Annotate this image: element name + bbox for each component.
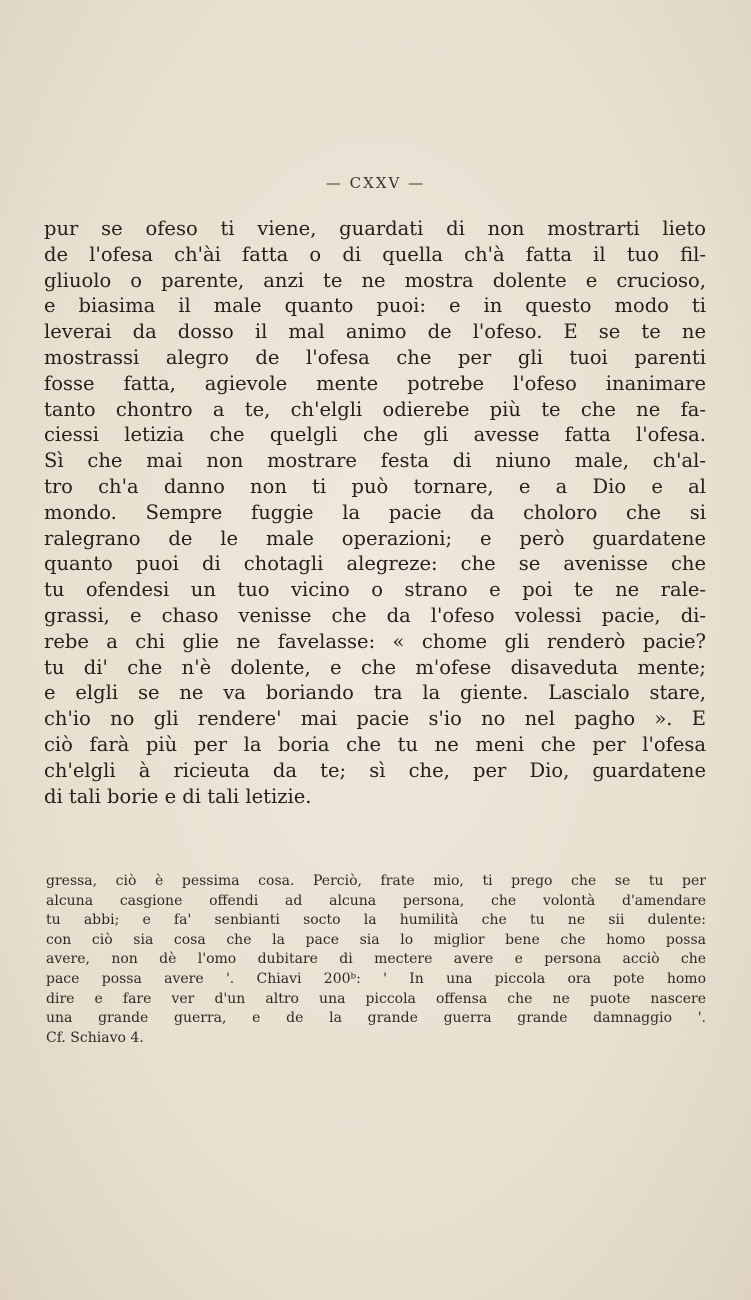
footnote-line: con ciò sia cosa che la pace sia lo miglior bene che homo possa <box>46 931 706 948</box>
text-line: tro ch'a danno non ti può tornare, e a Dio e al <box>44 474 706 498</box>
footnote-line: avere, non dè l'omo dubitare di mectere avere e persona acciò che <box>46 951 706 968</box>
footnote-line: una grande guerra, e de la grande guerra grande damnaggio '. <box>46 1010 706 1027</box>
text-line: rebe a chi glie ne favelasse: « chome gli renderò pacie? <box>44 629 706 653</box>
footnote-line: dire e fare ver d'un altro una piccola offensa che ne puote nascere <box>46 990 706 1007</box>
footnote-line: alcuna casgione offendi ad alcuna persona, che volontà d'amendare <box>46 892 706 909</box>
text-line: e elgli se ne va boriando tra la giente. Lascialo stare, <box>44 681 706 705</box>
text-line: de l'ofesa ch'ài fatta o di quella ch'à fatta il tuo fil- <box>44 242 706 266</box>
text-line: grassi, e chaso venisse che da l'ofeso volessi pacie, di- <box>44 603 706 627</box>
text-line: pur se ofeso ti viene, guardati di non mostrarti lieto <box>44 217 706 240</box>
footnote-line: gressa, ciò è pessima cosa. Perciò, frate mio, ti prego che se tu per <box>46 873 706 889</box>
text-line: ciò farà più per la boria che tu ne meni che per l'ofesa <box>44 732 706 756</box>
text-line: tu di' che n'è dolente, e che m'ofese disaveduta mente; <box>44 655 706 679</box>
text-line: e biasima il male quanto puoi: e in questo modo ti <box>44 294 706 318</box>
text-line: fosse fatta, agievole mente potrebe l'ofeso inanimare <box>44 371 706 395</box>
footnote <box>46 872 706 1048</box>
text-line: quanto puoi di chotagli alegreze: che se avenisse che <box>44 552 706 576</box>
text-line: ch'elgli à ricieuta da te; sì che, per Dio, guardatene <box>44 758 706 782</box>
text-line: ciessi letizia che quelgli che gli avesse fatta l'ofesa. <box>44 423 706 447</box>
text-line: di tali borie e di tali letizie. <box>44 784 312 808</box>
footnote-line: pace possa avere '. Chiavi 200ᵇ: ' In una piccola ora pote homo <box>46 970 706 987</box>
text-line: mondo. Sempre fuggie la pacie da choloro che si <box>44 500 706 524</box>
page-number-header: — CXXV — <box>325 174 426 192</box>
text-line: ch'io no gli rendere' mai pacie s'io no nel pagho ». E <box>44 707 706 731</box>
footnote-line: Cf. Schiavo 4. <box>46 1029 144 1046</box>
text-line: gliuolo o parente, anzi te ne mostra dolente e crucioso, <box>44 268 706 292</box>
text-line: tanto chontro a te, ch'elgli odierebe più te che ne fa- <box>44 397 706 421</box>
text-line: mostrassi alegro de l'ofesa che per gli tuoi parenti <box>44 345 706 369</box>
text-line: leverai da dosso il mal animo de l'ofeso. E se te ne <box>44 320 706 344</box>
text-line: ralegrano de le male operazioni; e però guardatene <box>44 526 706 550</box>
text-line: tu ofendesi un tuo vicino o strano e poi te ne rale- <box>44 578 706 602</box>
main-text <box>44 216 706 809</box>
text-line: Sì che mai non mostrare festa di niuno male, ch'al- <box>44 449 706 473</box>
footnote-line: tu abbi; e fa' senbianti socto la humilità che tu ne sii dulente: <box>46 912 706 929</box>
